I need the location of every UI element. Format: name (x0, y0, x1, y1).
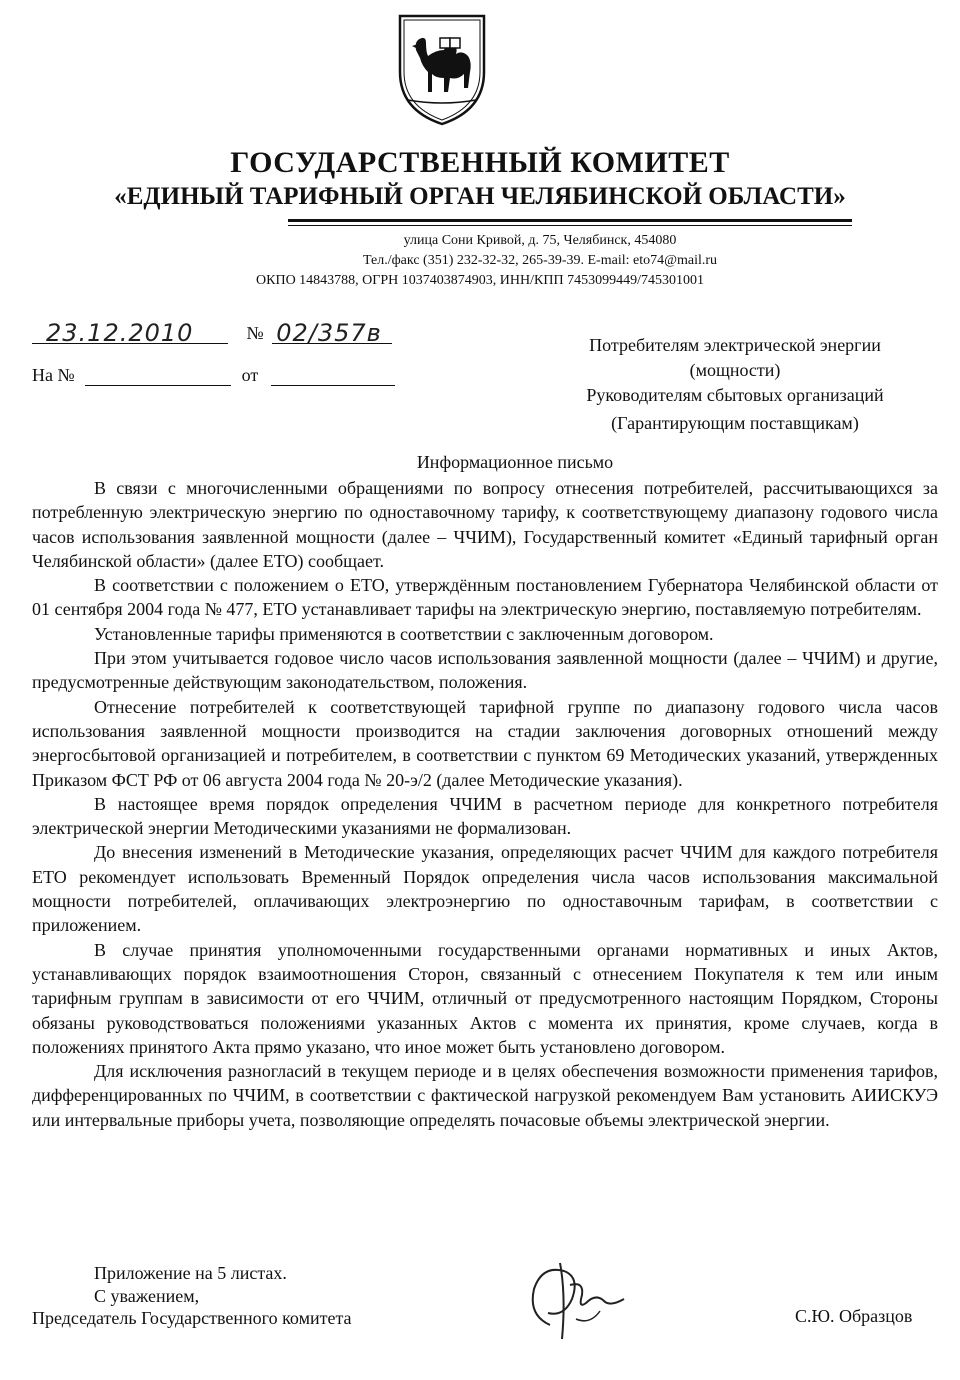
handwritten-signature-icon (520, 1255, 630, 1345)
document-title: Информационное письмо (416, 452, 614, 472)
reference-date-label: от (241, 365, 259, 385)
outgoing-number-field (272, 319, 392, 347)
signer-name: С.Ю. Образцов (795, 1306, 913, 1326)
body-paragraph: Установленные тарифы применяются в соответствии с заключенным договором. (94, 623, 714, 644)
outgoing-date-field (32, 319, 228, 347)
outgoing-registration (32, 319, 392, 347)
addressee-line: Руководителям сбытовых организаций (586, 385, 884, 405)
camel-coat-of-arms-icon (392, 10, 492, 128)
outgoing-number: 02/357в (276, 319, 382, 347)
body-paragraph: Отнесение потребителей к соответствующей тарифной группе по диапазону годового числа часов использования заявленной мощности производится на стадии заключения договорных отношений между энергосбытовой организацией и потребителем, в соответствии с пунктом 69 Методических указаний, утвержденных Приказом ФСТ РФ от 06 августа 2004 года № 20-э/2 (далее Методические указания). (32, 696, 938, 790)
number-label: № (246, 323, 264, 343)
org-name-line1: ГОСУДАРСТВЕННЫЙ КОМИТЕТ (230, 146, 730, 179)
org-phone-email: Тел./факс (351) 232-32-32, 265-39-39. E-mail: eto74@mail.ru (362, 253, 718, 268)
body-paragraph: При этом учитывается годовое число часов использования заявленной мощности (далее – ЧЧИМ) и другие, предусмотренные действующим законодательством, положения. (32, 648, 938, 693)
body-paragraph: Для исключения разногласий в текущем периоде и в целях обеспечения возможности применения тарифов, дифференцированных по ЧЧИМ, в соответствии с фактической нагрузкой рекомендуем Вам установить АИИСКУЭ или интервальные приборы учета, позволяющие определять почасовые объемы электрической энергии. (32, 1061, 938, 1130)
header-divider-thick (288, 219, 852, 222)
org-registry-codes: ОКПО 14843788, ОГРН 1037403874903, ИНН/КПП 7453099449/745301001 (256, 273, 704, 288)
header-divider-thin (288, 225, 852, 226)
body-paragraph: В настоящее время порядок определения ЧЧИМ в расчетном периоде для конкретного потребителя электрической энергии Методическими указаниями не формализован. (32, 793, 938, 839)
letter-body (32, 476, 938, 1132)
addressee-line: (Гарантирующим поставщикам) (611, 413, 859, 433)
incoming-reference (32, 364, 395, 386)
regards-line: С уважением, (94, 1286, 200, 1306)
attachment-note: Приложение на 5 листах. (94, 1263, 287, 1283)
reference-number-label: На № (32, 365, 75, 385)
addressee-block (550, 333, 920, 436)
org-address: улица Сони Кривой, д. 75, Челябинск, 454080 (403, 233, 677, 248)
addressee-line: Потребителям электрической энергии (589, 335, 881, 355)
body-paragraph: В соответствии с положением о ЕТО, утверждённым постановлением Губернатора Челябинской области от 01 сентября 2004 года № 477, ЕТО устанавливает тарифы на электрическую энергию, поставляемую потребителям. (32, 575, 938, 620)
addressee-line: (мощности) (689, 360, 781, 380)
reference-date-field (271, 364, 395, 386)
reference-number-field (85, 364, 231, 386)
body-paragraph: До внесения изменений в Методические указания, определяющих расчет ЧЧИМ для каждого потребителя ЕТО рекомендует использовать Временный Порядок определения числа часов использования максимальной мощности потребителей, оплачивающих электроэнергию по одноставочным тарифам, в соответствии с приложением. (32, 842, 938, 936)
signer-position: Председатель Государственного комитета (32, 1308, 352, 1328)
body-paragraph: В связи с многочисленными обращениями по вопросу отнесения потребителей, рассчитывающихся за потребленную электрическую энергию по одноставочному тарифу, к соответствующему диапазону годового числа часов использования заявленной мощности (далее – ЧЧИМ), Государственный комитет «Единый тарифный орган Челябинской области» (далее ЕТО) сообщает. (32, 478, 938, 571)
outgoing-date: 23.12.2010 (46, 319, 194, 347)
body-paragraph: В случае принятия уполномоченными государственными органами нормативных и иных Актов, устанавливающих порядок взаимоотношения Сторон, связанный с отнесением Покупателя к тем или иным тарифным группам в зависимости от его ЧЧИМ, отличный от предусмотренного настоящим Порядком, Стороны обязаны руководствоваться положениями указанных Актов с момента их принятия, кроме случаев, когда в положениях принятого Акта прямо указано, что иное может быть установлено договором. (32, 939, 938, 1057)
org-name-line2: «ЕДИНЫЙ ТАРИФНЫЙ ОРГАН ЧЕЛЯБИНСКОЙ ОБЛАСТИ» (114, 183, 846, 210)
